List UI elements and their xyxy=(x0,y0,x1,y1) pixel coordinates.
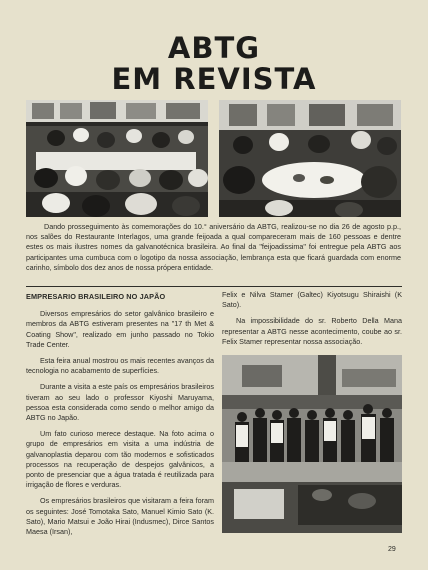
article-title: EMPRESARIO BRASILEIRO NO JAPÃO xyxy=(26,292,166,301)
article-paragraph: Durante a visita a este país os empresários brasileiros tiveram ao seu lado o professor Kiyoshi Maruyama, pessoa esta considerada como sendo o melhor amigo da ABTG no Japão. xyxy=(26,382,214,423)
group-photo xyxy=(222,355,402,533)
magazine-title-line1: ABTG xyxy=(167,31,261,65)
page-number: 29 xyxy=(388,546,396,553)
event-caption: Dando prosseguimento às comemorações do 10.° aniversário da ABTG, realizou-se no dia 26 de agosto p.p., nos salões do Restaurante Interlagos, uma grande feijoada a qual compareceram mais de 160 pessoas e dentre estes os mais ilustres nomes da galvanotécnica brasileira. Ao final da "feijoadissima" foi entregue pela ABTG aos participantes uma cumbuca com o logotipo da nossa associação, lembrança esta que ficará guardada com enorme carinho, símbolo dos dez anos de nossa própera entidade. xyxy=(26,222,401,272)
article-paragraph: Felix e Nilva Stamer (Galtec) Kiyotsugu Shiraishi (K Sato). xyxy=(222,290,402,310)
article-left-column xyxy=(26,290,214,543)
article-paragraph: Diversos empresários do setor galvânico brasileiro e membros da ABTG estiveram presentes na "17 th Met & Coating Show", realizado em junho passado no Tokio Trade Center. xyxy=(26,309,214,349)
event-photo-left xyxy=(26,100,208,217)
event-photo-right xyxy=(219,100,401,217)
article-paragraph: Os empresários brasileiros que visitaram a feira foram os seguintes: José Tomotaka Sato, Manuel Kimio Sato (K. Sato), Mario Matsui e João Hirai (Indusmec), Dirce Santos Maesa (Irsan), xyxy=(26,496,214,537)
section-divider xyxy=(26,286,402,287)
magazine-title-line2: EM REVISTA xyxy=(111,62,317,96)
article-paragraph: Esta feira anual mostrou os mais recentes avanços da tecnologia no acabamento de superfícies. xyxy=(26,356,214,376)
article-right-column xyxy=(222,290,402,353)
article-paragraph: Na impossibilidade do sr. Roberto Della Mana representar a ABTG nesse acontecimento, coube ao sr. Felix Stamer representar nossa associação. xyxy=(222,316,402,346)
article-paragraph: Um fato curioso merece destaque. Na foto acima o grupo de empresários em visita a uma indústria de galvanoplastia deparou com tão modernos e sofisticados processos na recuperação de despejos galvânicos, a ponto de presenciar que a água tratada é reutilizada para irrigação de flores e verduras. xyxy=(26,429,214,490)
